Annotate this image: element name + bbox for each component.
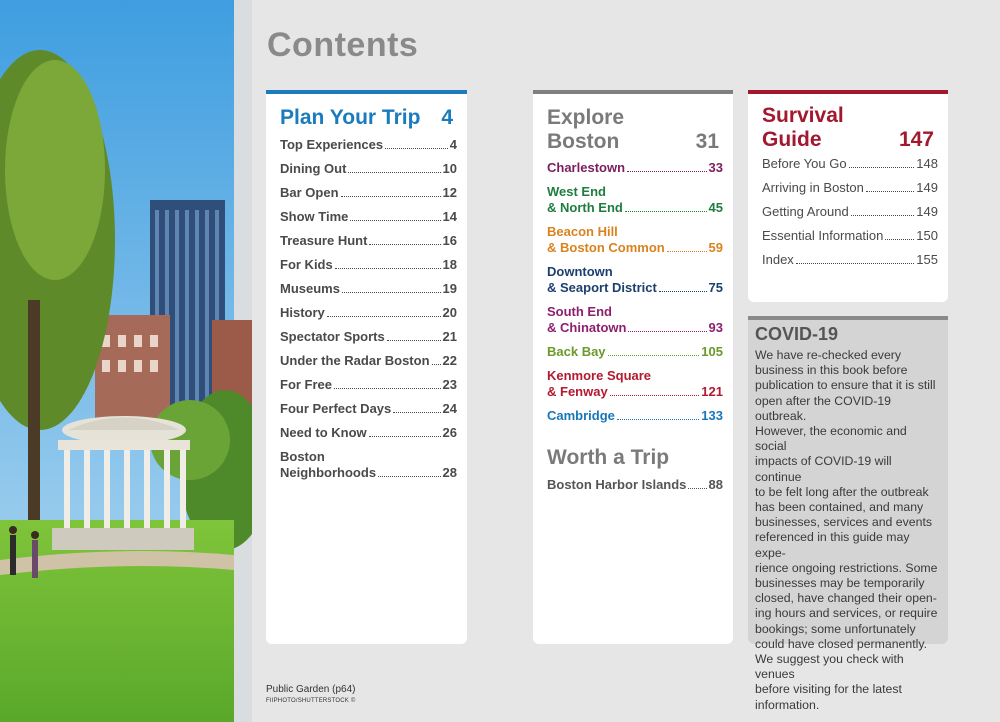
explore-heading [547,106,719,154]
toc-entry-downtown[interactable]: Downtown & Seaport District 75 [547,264,723,295]
explore-heading-page: 31 [695,130,719,153]
covid-title: COVID-19 [755,324,839,344]
survival-heading [762,104,934,152]
covid-body: We have re-checked every business in this book before publication to ensure that it is still open after the COVID-19 outbreak. However, the economic and social impacts of COVID-19 will continue to be felt long after the outbreak has been contained, and many businesses, services and events referenced in this guide may expe- rience ongoing restrictions. Some businesses may be temporarily closed, have changed their open- ing hours and services, or require bookings; some unfortunately could have closed permanently. We suggest you check with venues before visiting for the latest information. [755,348,938,712]
plan-your-trip-card [266,90,467,644]
toc-entry-need-to-know[interactable]: Need to Know 26 [280,425,457,440]
toc-entry-boston-harbor-islands[interactable]: Boston Harbor Islands 88 [547,477,723,492]
covid-notice-box [748,316,948,712]
toc-entry-show-time[interactable]: Show Time 14 [280,209,457,224]
toc-entry-essential-information[interactable]: Essential Information 150 [762,228,938,243]
toc-entry-top-experiences[interactable]: Top Experiences 4 [280,137,457,152]
toc-entry-beacon-hill[interactable]: Beacon Hill & Boston Common 59 [547,224,723,255]
park-illustration [0,0,252,722]
explore-boston-card [533,90,733,644]
toc-entry-boston-neighborhoods[interactable]: Boston Neighborhoods 28 [280,449,457,480]
photo-caption: Public Garden (p64) [266,684,356,695]
toc-entry-before-you-go[interactable]: Before You Go 148 [762,156,938,171]
explore-heading-line1: Explore [547,106,625,129]
toc-entry-bar-open[interactable]: Bar Open 12 [280,185,457,200]
toc-entry-museums[interactable]: Museums 19 [280,281,457,296]
toc-entry-getting-around[interactable]: Getting Around 149 [762,204,938,219]
survival-guide-card [748,90,948,302]
toc-entry-south-end[interactable]: South End & Chinatown 93 [547,304,723,335]
toc-entry-arriving-in-boston[interactable]: Arriving in Boston 149 [762,180,938,195]
plan-heading-label: Plan Your Trip [280,106,421,129]
toc-entry-cambridge[interactable]: Cambridge 133 [547,408,723,423]
survival-heading-page: 147 [898,128,934,151]
toc-entry-for-kids[interactable]: For Kids 18 [280,257,457,272]
explore-heading-line2: Boston [547,130,620,153]
toc-entry-charlestown[interactable]: Charlestown 33 [547,160,723,175]
toc-entry-west-end[interactable]: West End & North End 45 [547,184,723,215]
toc-entry-kenmore-square[interactable]: Kenmore Square & Fenway 121 [547,368,723,399]
toc-entry-history[interactable]: History 20 [280,305,457,320]
toc-entry-under-the-radar[interactable]: Under the Radar Boston 22 [280,353,457,368]
plan-heading [280,106,453,130]
worth-a-trip-heading: Worth a Trip [547,446,670,469]
toc-entry-dining-out[interactable]: Dining Out 10 [280,161,457,176]
plan-heading-page: 4 [441,106,453,129]
survival-heading-line1: Survival [762,104,844,127]
toc-entry-spectator-sports[interactable]: Spectator Sports 21 [280,329,457,344]
page-title: Contents [267,26,419,64]
public-garden-photo [0,0,252,722]
survival-heading-line2: Guide [762,128,822,151]
toc-entry-back-bay[interactable]: Back Bay 105 [547,344,723,359]
toc-entry-four-perfect-days[interactable]: Four Perfect Days 24 [280,401,457,416]
toc-entry-treasure-hunt[interactable]: Treasure Hunt 16 [280,233,457,248]
toc-entry-for-free[interactable]: For Free 23 [280,377,457,392]
photo-credit: FIIPHOTO/SHUTTERSTOCK © [266,698,356,704]
toc-entry-index[interactable]: Index 155 [762,252,938,267]
